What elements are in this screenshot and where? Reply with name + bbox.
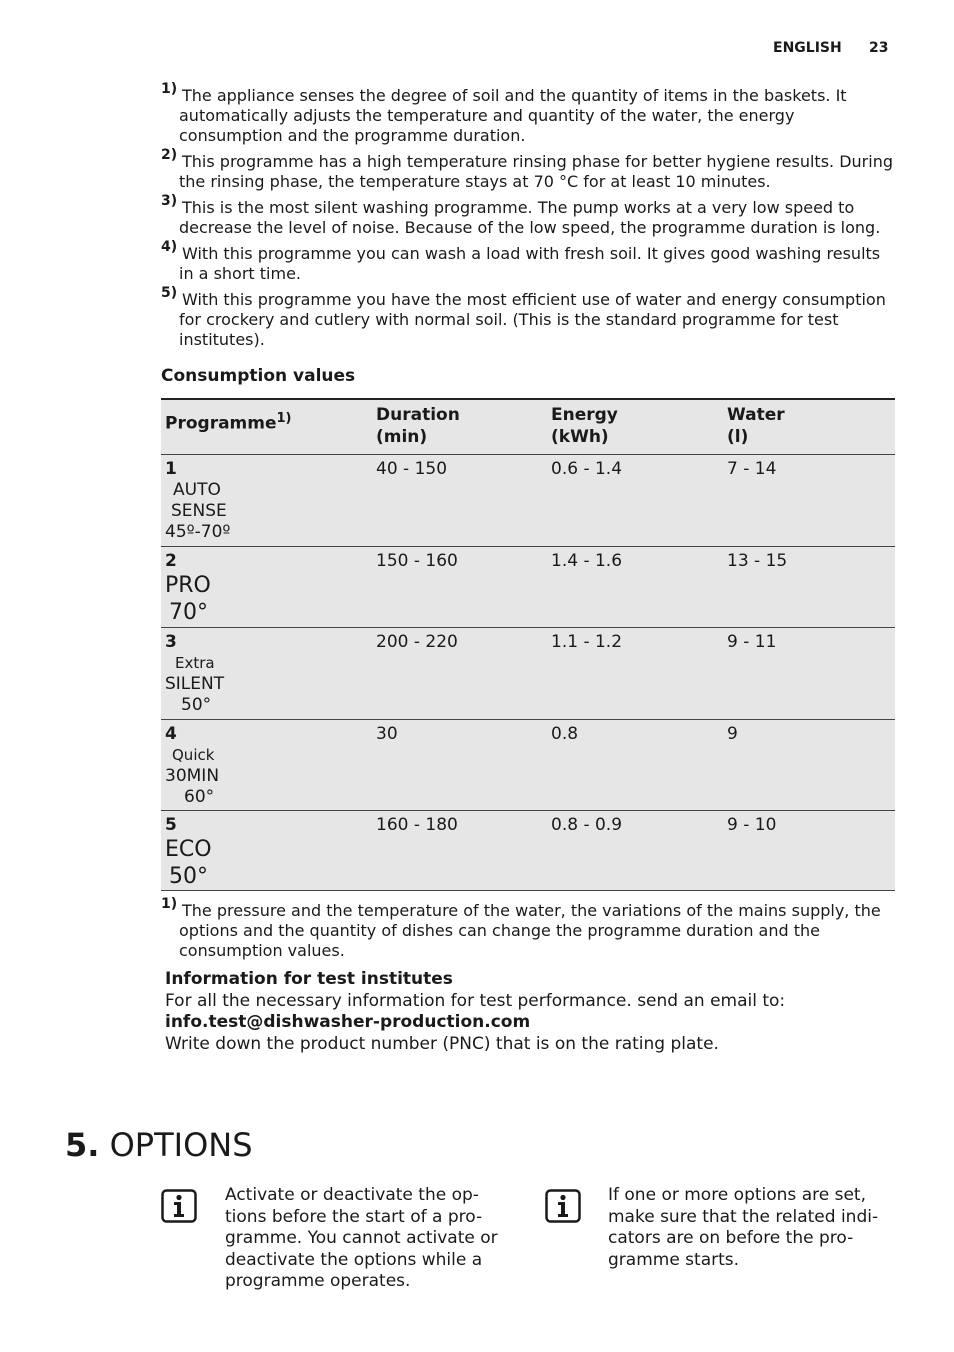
consumption-title: Consumption values xyxy=(161,366,356,386)
duration-cell: 160 - 180 xyxy=(376,815,458,835)
footnote-line: decrease the level of noise. Because of the low speed, the programme duration is long. xyxy=(179,218,881,237)
header-duration-label: Duration xyxy=(376,405,460,425)
programme-symbol-line: ECO xyxy=(165,837,212,862)
note-right xyxy=(608,1185,878,1271)
table-row xyxy=(161,546,895,627)
duration-cell: 40 - 150 xyxy=(376,459,448,479)
header-duration-unit: (min) xyxy=(376,427,428,447)
header-water-unit: (l) xyxy=(727,427,749,447)
footnote-line: The appliance senses the degree of soil and the quantity of items in the baskets. It xyxy=(182,86,847,105)
test-institutes-email[interactable]: info.test@dishwasher-production.com xyxy=(165,1012,531,1032)
energy-cell: 1.1 - 1.2 xyxy=(551,632,623,652)
info-icon xyxy=(545,1189,581,1223)
note-line: gramme starts. xyxy=(608,1249,740,1270)
table-row xyxy=(161,627,895,719)
programme-number: 5 xyxy=(165,815,177,835)
consumption-table xyxy=(161,398,895,891)
footnote-4 xyxy=(161,239,895,284)
programme-symbol-line: SILENT xyxy=(165,674,225,694)
test-institutes-title: Information for test institutes xyxy=(165,969,453,989)
programme-number: 3 xyxy=(165,632,177,652)
footnote-number: 2) xyxy=(161,147,178,163)
header-programme-footnote-ref: 1) xyxy=(276,411,292,426)
programme-symbol-line: 50° xyxy=(169,864,208,889)
footnote-line: in a short time. xyxy=(179,264,301,283)
footnote-line: With this programme you have the most efficient use of water and energy consumption xyxy=(182,290,886,309)
programme-cell xyxy=(165,723,219,808)
duration-cell: 150 - 160 xyxy=(376,551,458,571)
note-line: If one or more options are set, xyxy=(608,1185,866,1205)
programme-number: 4 xyxy=(165,724,177,744)
chapter-title: OPTIONS xyxy=(109,1126,253,1164)
programme-symbol-line: AUTO xyxy=(173,480,221,500)
energy-cell: 1.4 - 1.6 xyxy=(551,551,623,571)
footnote-line: consumption and the programme duration. xyxy=(179,126,526,145)
footnote-line: With this programme you can wash a load with fresh soil. It gives good washing results xyxy=(182,244,881,263)
note-left xyxy=(225,1185,498,1293)
programme-cell xyxy=(165,550,211,626)
footnote-line: the rinsing phase, the temperature stays at 70 °C for at least 10 minutes. xyxy=(179,172,771,191)
chapter-heading xyxy=(65,1126,253,1164)
water-cell: 9 - 10 xyxy=(727,815,777,835)
footnote-line: The pressure and the temperature of the water, the variations of the mains supply, the xyxy=(182,901,881,920)
header-language: ENGLISH xyxy=(773,40,842,56)
chapter-number: 5. xyxy=(65,1126,100,1164)
programme-cell xyxy=(165,631,224,716)
header-water xyxy=(727,404,785,448)
header-programme xyxy=(165,408,292,435)
header-energy xyxy=(551,404,618,448)
programme-symbol-line: PRO xyxy=(165,573,211,598)
programme-cell xyxy=(165,458,230,543)
note-line: Activate or deactivate the op- xyxy=(225,1185,479,1205)
energy-cell: 0.8 xyxy=(551,724,579,744)
page-number: 23 xyxy=(869,40,889,56)
table-row xyxy=(161,810,895,891)
programme-symbol-line: 50° xyxy=(181,695,212,715)
water-cell: 7 - 14 xyxy=(727,459,777,479)
footnote-line: This programme has a high temperature rinsing phase for better hygiene results. During xyxy=(182,152,893,171)
table-footnote xyxy=(161,896,895,961)
note-line: deactivate the options while a xyxy=(225,1249,483,1270)
footnote-line: consumption values. xyxy=(179,941,345,960)
test-institutes-block xyxy=(165,969,785,1055)
footnote-number: 1) xyxy=(161,896,178,912)
note-line: cators are on before the pro- xyxy=(608,1228,854,1248)
note-line: make sure that the related indi- xyxy=(608,1206,879,1227)
table-header-row xyxy=(161,398,895,454)
footnote-line: institutes). xyxy=(179,330,265,349)
header-duration xyxy=(376,404,460,448)
info-icon xyxy=(161,1189,197,1223)
note-line: gramme. You cannot activate or xyxy=(225,1228,498,1248)
programme-symbol-line: Extra xyxy=(175,654,215,672)
programme-symbol-line: 60° xyxy=(184,787,215,807)
programme-symbol-line: Quick xyxy=(172,746,215,764)
footnote-line: automatically adjusts the temperature and quantity of the water, the energy xyxy=(179,106,795,125)
footnote-3 xyxy=(161,193,895,238)
table-row xyxy=(161,454,895,546)
footnote-number: 3) xyxy=(161,193,178,209)
note-line: tions before the start of a pro- xyxy=(225,1206,483,1227)
duration-cell: 200 - 220 xyxy=(376,632,458,652)
programme-symbol-line: SENSE xyxy=(171,501,227,521)
footnote-number: 4) xyxy=(161,239,178,255)
footnote-1 xyxy=(161,81,895,146)
programme-number: 1 xyxy=(165,459,177,479)
table-row xyxy=(161,719,895,810)
programme-symbol-line: 30MIN xyxy=(165,766,220,786)
energy-cell: 0.8 - 0.9 xyxy=(551,815,623,835)
header-programme-label: Programme xyxy=(165,413,277,434)
header-water-label: Water xyxy=(727,405,785,425)
note-line: programme operates. xyxy=(225,1271,411,1291)
footnote-number: 1) xyxy=(161,81,178,97)
footnote-line: for crockery and cutlery with normal soil. (This is the standard programme for test xyxy=(179,310,839,329)
water-cell: 13 - 15 xyxy=(727,551,788,571)
footnote-number: 5) xyxy=(161,285,178,301)
water-cell: 9 - 11 xyxy=(727,632,777,652)
header-energy-label: Energy xyxy=(551,405,618,425)
test-institutes-note: Write down the product number (PNC) that is on the rating plate. xyxy=(165,1033,719,1054)
programme-number: 2 xyxy=(165,551,177,571)
programme-cell xyxy=(165,814,212,890)
footnote-line: options and the quantity of dishes can change the programme duration and the xyxy=(179,921,820,940)
programme-symbol-line: 70° xyxy=(169,600,208,625)
header-energy-unit: (kWh) xyxy=(551,427,609,447)
water-cell: 9 xyxy=(727,724,738,744)
test-institutes-text: For all the necessary information for test performance. send an email to: xyxy=(165,990,786,1011)
footnote-line: This is the most silent washing programme. The pump works at a very low speed to xyxy=(182,198,855,217)
duration-cell: 30 xyxy=(376,724,398,744)
energy-cell: 0.6 - 1.4 xyxy=(551,459,623,479)
footnote-5 xyxy=(161,285,895,350)
footnote-2 xyxy=(161,147,895,192)
programme-symbol-line: 45º-70º xyxy=(165,522,231,542)
